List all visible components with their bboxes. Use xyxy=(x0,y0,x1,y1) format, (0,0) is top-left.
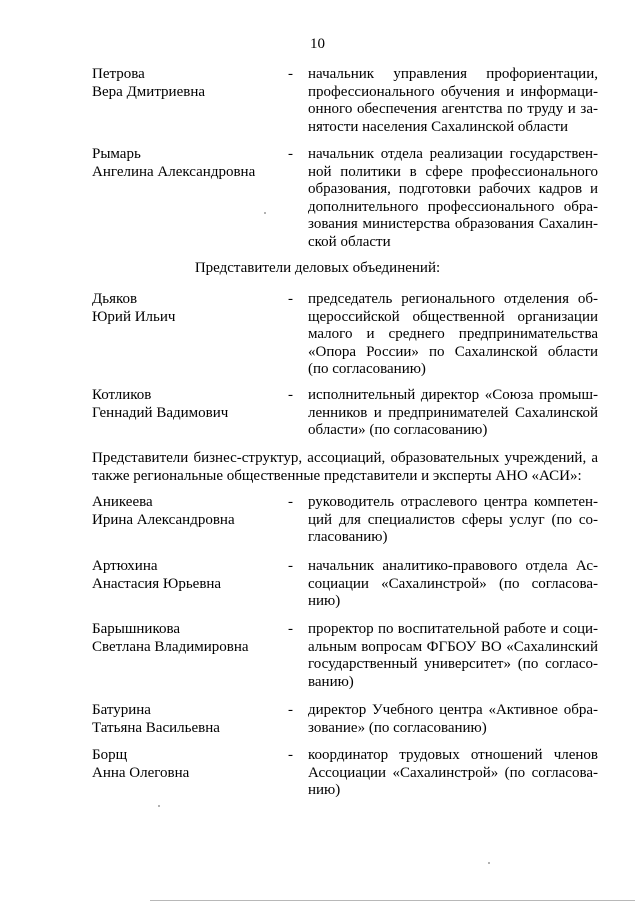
member-surname: Артюхина xyxy=(92,558,158,574)
position-line: руководитель отраслевого центра компетен- xyxy=(308,494,598,510)
position-line: начальник управления профориентации, xyxy=(308,66,598,82)
member-surname: Петрова xyxy=(92,66,145,82)
member-entry-kotlikov xyxy=(92,387,598,441)
position-line: ленников и предпринимателей Сахалинской xyxy=(308,404,598,421)
position-line: координатор трудовых отношений членов xyxy=(308,747,598,763)
entry-dash: - xyxy=(288,66,293,82)
entry-dash: - xyxy=(288,291,293,307)
position-line: онного обеспечения агентства по труду и за- xyxy=(308,101,598,117)
member-surname: Аникеева xyxy=(92,494,153,510)
member-entry-petrova xyxy=(92,66,598,138)
position-line: нию) xyxy=(308,593,341,609)
entry-dash: - xyxy=(288,621,293,637)
section-heading-business-structures xyxy=(92,450,598,485)
intro-line: также региональные общественные представители и эксперты АНО «АСИ»: xyxy=(92,467,582,484)
position-line: Ассоциации «Сахалинстрой» (по согласова- xyxy=(308,764,598,781)
position-line: исполнительный директор «Союза промыш- xyxy=(308,387,598,403)
member-surname: Дьяков xyxy=(92,291,138,307)
entry-dash: - xyxy=(288,494,293,510)
member-name xyxy=(92,291,282,326)
scan-speck xyxy=(158,805,160,807)
member-position xyxy=(308,494,598,547)
member-entry-rymar xyxy=(92,146,598,252)
position-line: дополнительного профессионального обра- xyxy=(308,198,598,215)
member-entry-baryshnikova xyxy=(92,621,598,693)
position-line: проректор по воспитательной работе и соци- xyxy=(308,621,598,637)
member-entry-borshch xyxy=(92,747,598,801)
member-surname: Котликов xyxy=(92,387,152,403)
member-surname: Борщ xyxy=(92,747,128,763)
member-surname: Барышникова xyxy=(92,621,181,637)
position-line: нятости населения Сахалинской области xyxy=(308,118,569,135)
member-given-names: Вера Дмитриевна xyxy=(92,83,206,100)
page-number: 10 xyxy=(310,36,325,52)
position-line: председатель регионального отделения об- xyxy=(308,291,598,307)
member-surname: Батурина xyxy=(92,702,151,718)
member-name xyxy=(92,387,282,422)
position-line: зование» (по согласованию) xyxy=(308,719,487,736)
member-entry-baturina xyxy=(92,702,598,738)
position-line: альным вопросам ФГБОУ ВО «Сахалинский xyxy=(308,638,598,655)
member-position xyxy=(308,66,598,136)
member-given-names: Геннадий Вадимович xyxy=(92,404,229,421)
member-position xyxy=(308,291,598,379)
member-given-names: Анна Олеговна xyxy=(92,764,190,781)
entry-dash: - xyxy=(288,146,293,162)
member-position xyxy=(308,702,598,737)
position-line: образования, подготовки рабочих кадров и xyxy=(308,181,598,197)
position-line: ванию) xyxy=(308,673,354,690)
position-line: директор Учебного центра «Активное обра- xyxy=(308,702,598,718)
member-name xyxy=(92,146,282,181)
member-entry-dyakov xyxy=(92,291,598,379)
member-name xyxy=(92,747,282,782)
member-name xyxy=(92,621,282,656)
position-line: профессионального обучения и информаци- xyxy=(308,83,598,100)
section-heading-business-associations: Представители деловых объединений: xyxy=(194,260,441,276)
member-position xyxy=(308,146,598,251)
scan-speck xyxy=(488,862,490,864)
member-name xyxy=(92,702,282,737)
position-line: малого и среднего предпринимательства xyxy=(308,326,598,342)
member-surname: Рымарь xyxy=(92,146,141,162)
member-given-names: Татьяна Васильевна xyxy=(92,719,220,736)
member-entry-artyukhina xyxy=(92,558,598,612)
member-given-names: Юрий Ильич xyxy=(92,308,176,325)
position-line: (по согласованию) xyxy=(308,361,426,377)
position-line: зования министерства образования Сахалин- xyxy=(308,216,598,232)
entry-dash: - xyxy=(288,702,293,718)
position-line: нию) xyxy=(308,782,341,798)
member-position xyxy=(308,747,598,800)
position-line: щероссийской общественной организации xyxy=(308,308,598,325)
member-position xyxy=(308,387,598,440)
position-line: области» (по согласованию) xyxy=(308,422,488,438)
member-given-names: Ирина Александровна xyxy=(92,511,235,528)
page-bottom-edge xyxy=(150,900,635,901)
entry-dash: - xyxy=(288,387,293,403)
position-line: государственный университет» (по согласо- xyxy=(308,656,598,672)
position-line: социации «Сахалинстрой» (по согласова- xyxy=(308,575,598,592)
position-line: начальник аналитико-правового отдела Ас- xyxy=(308,558,598,574)
position-line: «Опора России» по Сахалинской области xyxy=(308,343,598,360)
member-entry-anikeeva xyxy=(92,494,598,548)
intro-line: Представители бизнес-структур, ассоциаций, образовательных учреждений, а xyxy=(92,450,598,466)
entry-dash: - xyxy=(288,558,293,574)
member-given-names: Светлана Владимировна xyxy=(92,638,249,655)
member-position xyxy=(308,558,598,611)
member-name xyxy=(92,494,282,529)
entry-dash: - xyxy=(288,747,293,763)
member-name xyxy=(92,558,282,593)
member-given-names: Анастасия Юрьевна xyxy=(92,575,222,592)
member-position xyxy=(308,621,598,691)
position-line: ной политики в сфере профессионального xyxy=(308,163,598,180)
member-given-names: Ангелина Александровна xyxy=(92,163,256,180)
position-line: гласованию) xyxy=(308,529,388,545)
position-line: начальник отдела реализации государствен- xyxy=(308,146,598,162)
position-line: ций для специалистов сферы услуг (по со- xyxy=(308,511,598,528)
scan-speck xyxy=(264,212,266,214)
position-line: ской области xyxy=(308,233,391,250)
member-name xyxy=(92,66,282,101)
